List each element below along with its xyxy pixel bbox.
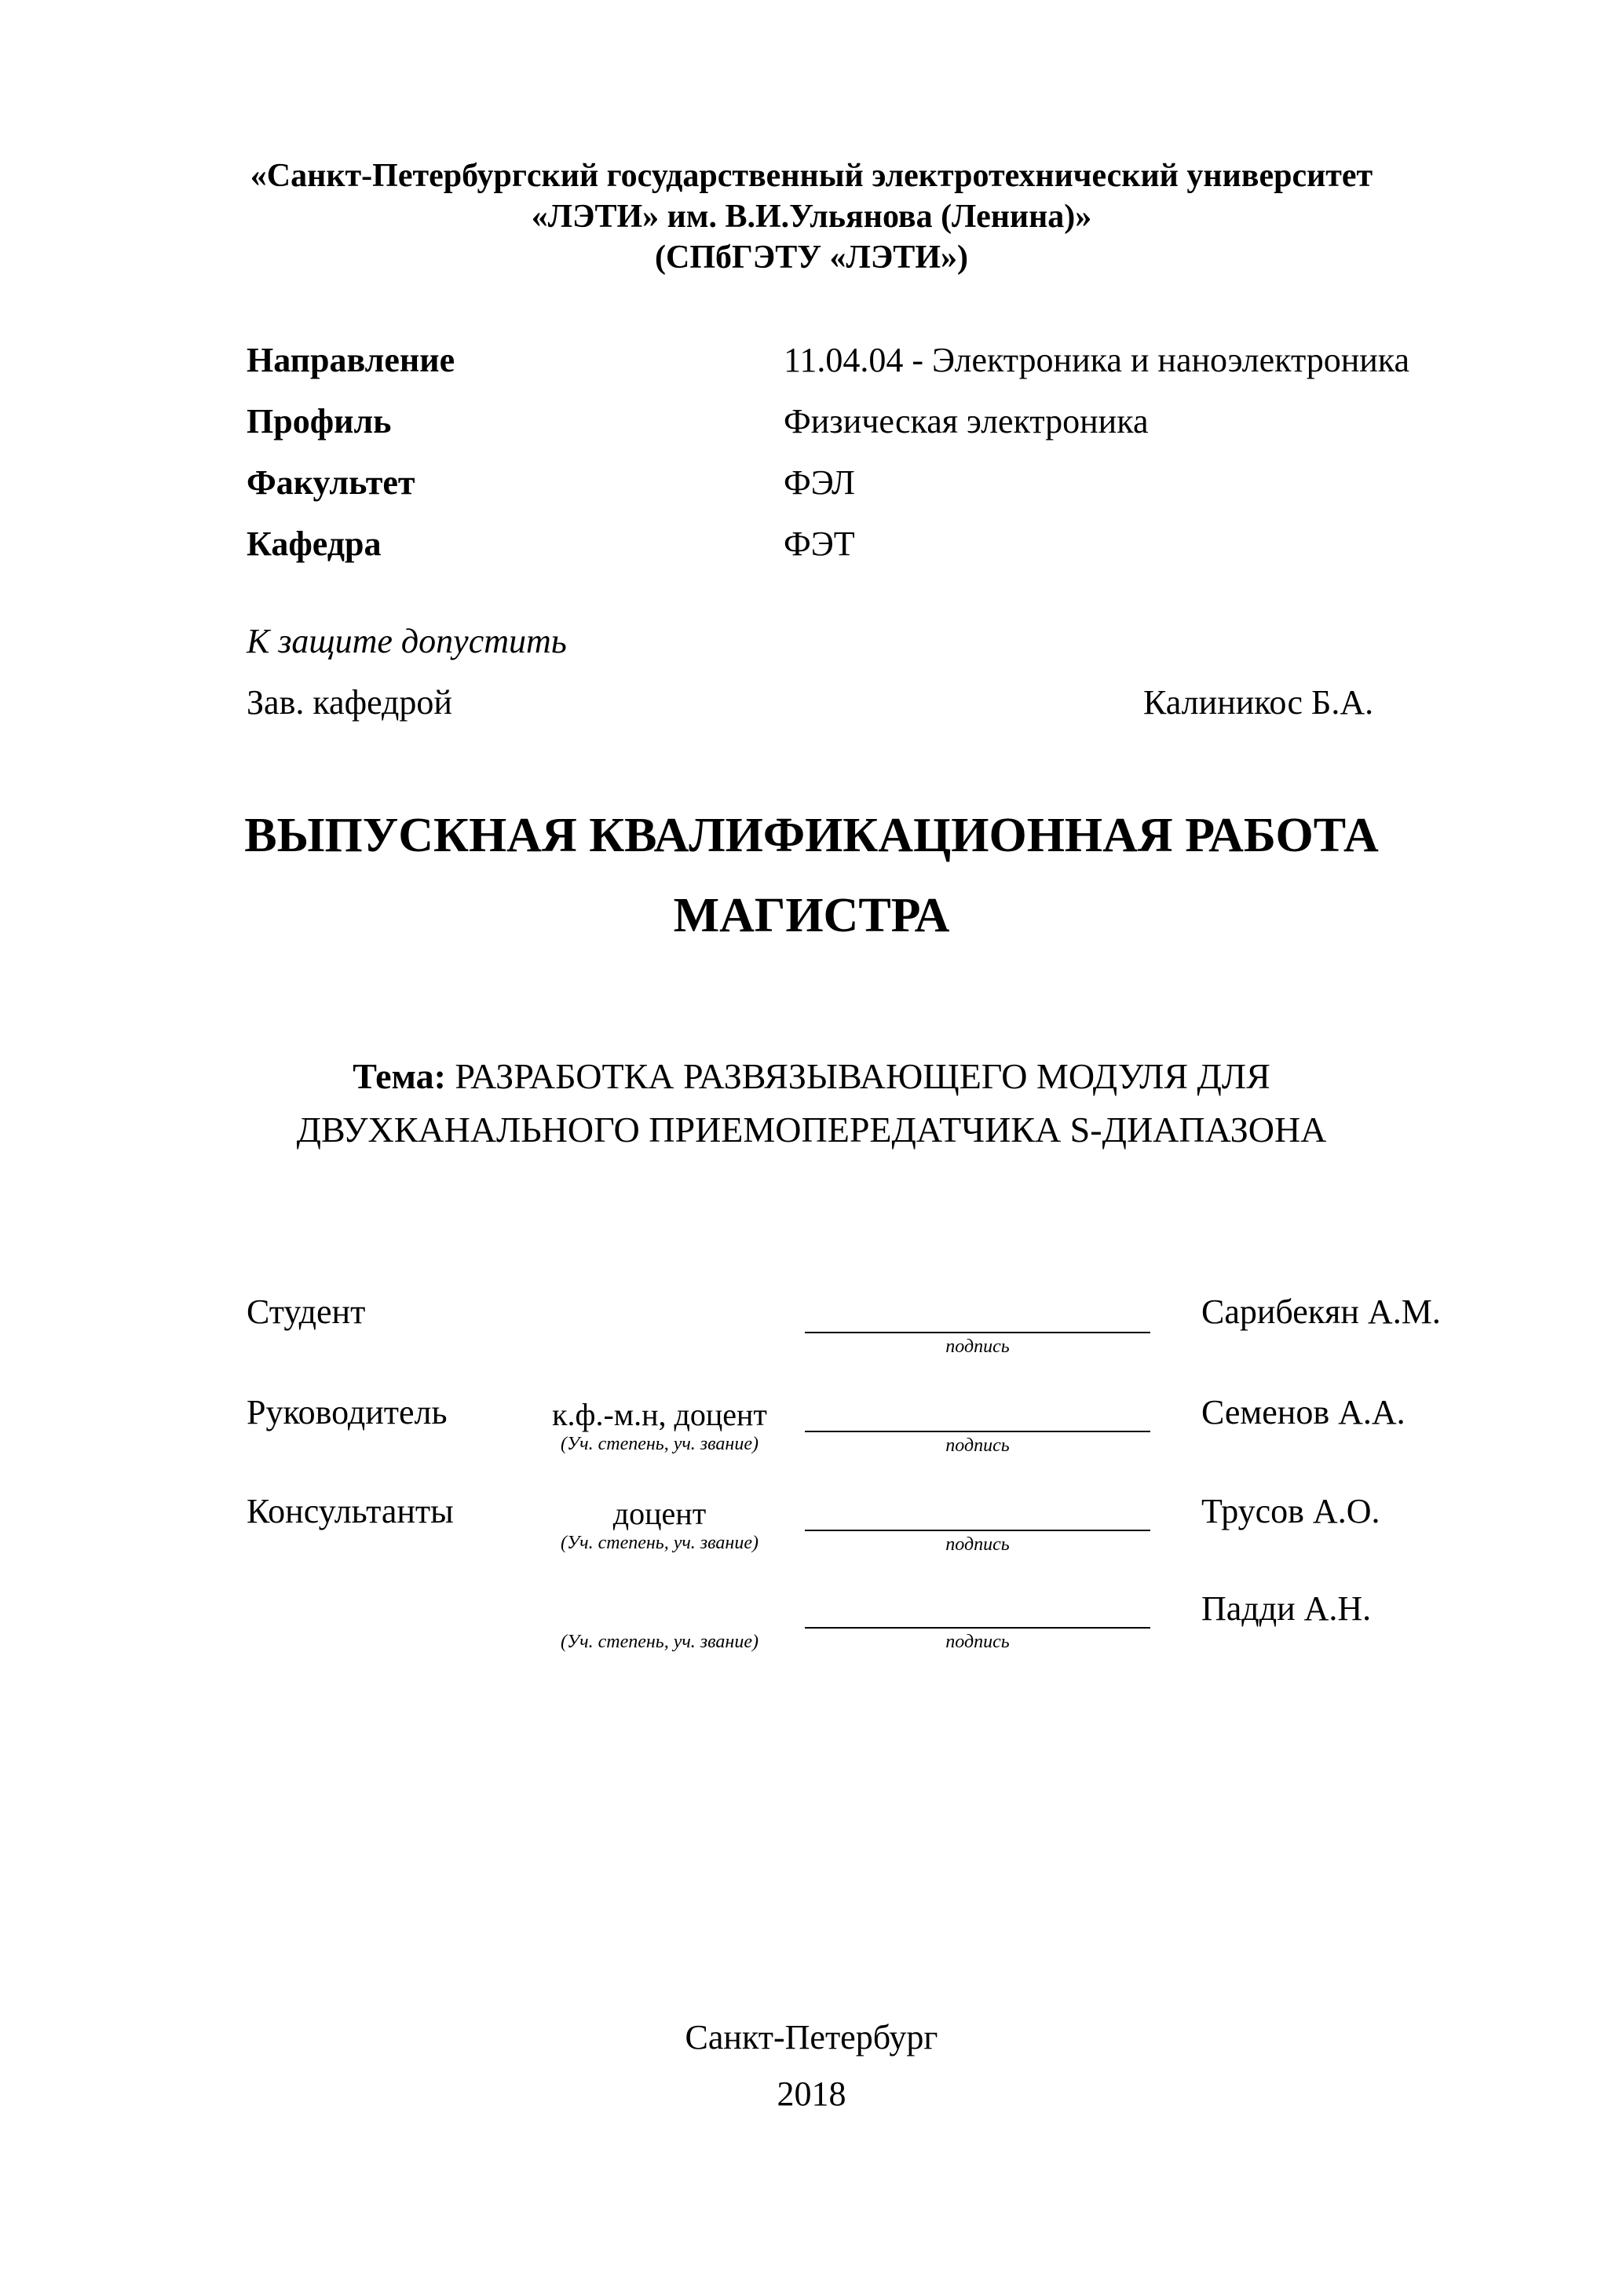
- consultant-degree-caption: (Уч. степень, уч. звание): [561, 1533, 758, 1553]
- supervisor-signature-line: [805, 1431, 1150, 1432]
- document-title: ВЫПУСКНАЯ КВАЛИФИКАЦИОННАЯ РАБОТА: [244, 809, 1379, 862]
- consultant-degree: доцент: [612, 1496, 707, 1531]
- department-value: ФЭТ: [784, 525, 855, 563]
- supervisor-signature-caption: подпись: [945, 1435, 1010, 1456]
- consultant-name: Трусов А.О.: [1201, 1492, 1380, 1530]
- direction-label: Направление: [247, 341, 455, 379]
- year: 2018: [777, 2075, 846, 2113]
- department-head-label: Зав. кафедрой: [247, 683, 452, 722]
- university-name-line: «Санкт-Петербургский государственный электротехнический университет: [250, 158, 1373, 194]
- document-title-line-2: МАГИСТРА: [673, 889, 950, 942]
- university-name-line-2: «ЛЭТИ» им. В.И.Ульянова (Ленина)»: [531, 199, 1092, 235]
- faculty-label: Факультет: [247, 463, 415, 502]
- admit-to-defense: К защите допустить: [247, 622, 567, 660]
- consultant-2-signature-caption: подпись: [945, 1632, 1010, 1652]
- topic-line-2: ДВУХКАНАЛЬНОГО ПРИЕМОПЕРЕДАТЧИКА S-ДИАПАЗОНА: [296, 1110, 1327, 1150]
- consultant-2-degree-caption: (Уч. степень, уч. звание): [561, 1632, 758, 1652]
- student-signature-line: [805, 1332, 1150, 1333]
- topic-line-1: [0, 1052, 1623, 1101]
- supervisor-degree-caption: (Уч. степень, уч. звание): [561, 1434, 758, 1454]
- department-label: Кафедра: [247, 525, 382, 563]
- faculty-value: ФЭЛ: [784, 463, 855, 502]
- consultant-signature-caption: подпись: [945, 1534, 1010, 1555]
- consultant-signature-line: [805, 1530, 1150, 1531]
- consultants-role: Консультанты: [247, 1492, 454, 1530]
- department-head-name: Калиникос Б.А.: [1143, 683, 1374, 722]
- city: Санкт-Петербург: [685, 2018, 938, 2057]
- profile-label: Профиль: [247, 402, 392, 441]
- student-role: Студент: [247, 1292, 366, 1331]
- student-name: Сарибекян А.М.: [1201, 1292, 1441, 1331]
- direction-value: 11.04.04 - Электроника и наноэлектроника: [784, 341, 1410, 379]
- student-signature-caption: подпись: [945, 1336, 1010, 1357]
- consultant-2-signature-line: [805, 1627, 1150, 1629]
- consultant-2-name: Падди А.Н.: [1201, 1589, 1372, 1628]
- university-abbreviation: (СПбГЭТУ «ЛЭТИ»): [655, 239, 968, 276]
- supervisor-degree: к.ф.-м.н, доцент: [552, 1397, 767, 1432]
- topic-text-1: РАЗРАБОТКА РАЗВЯЗЫВАЮЩЕГО МОДУЛЯ ДЛЯ: [455, 1056, 1270, 1096]
- supervisor-role: Руководитель: [247, 1393, 448, 1431]
- profile-value: Физическая электроника: [784, 402, 1149, 441]
- supervisor-name: Семенов А.А.: [1201, 1393, 1406, 1431]
- topic-label: Тема:: [353, 1056, 446, 1096]
